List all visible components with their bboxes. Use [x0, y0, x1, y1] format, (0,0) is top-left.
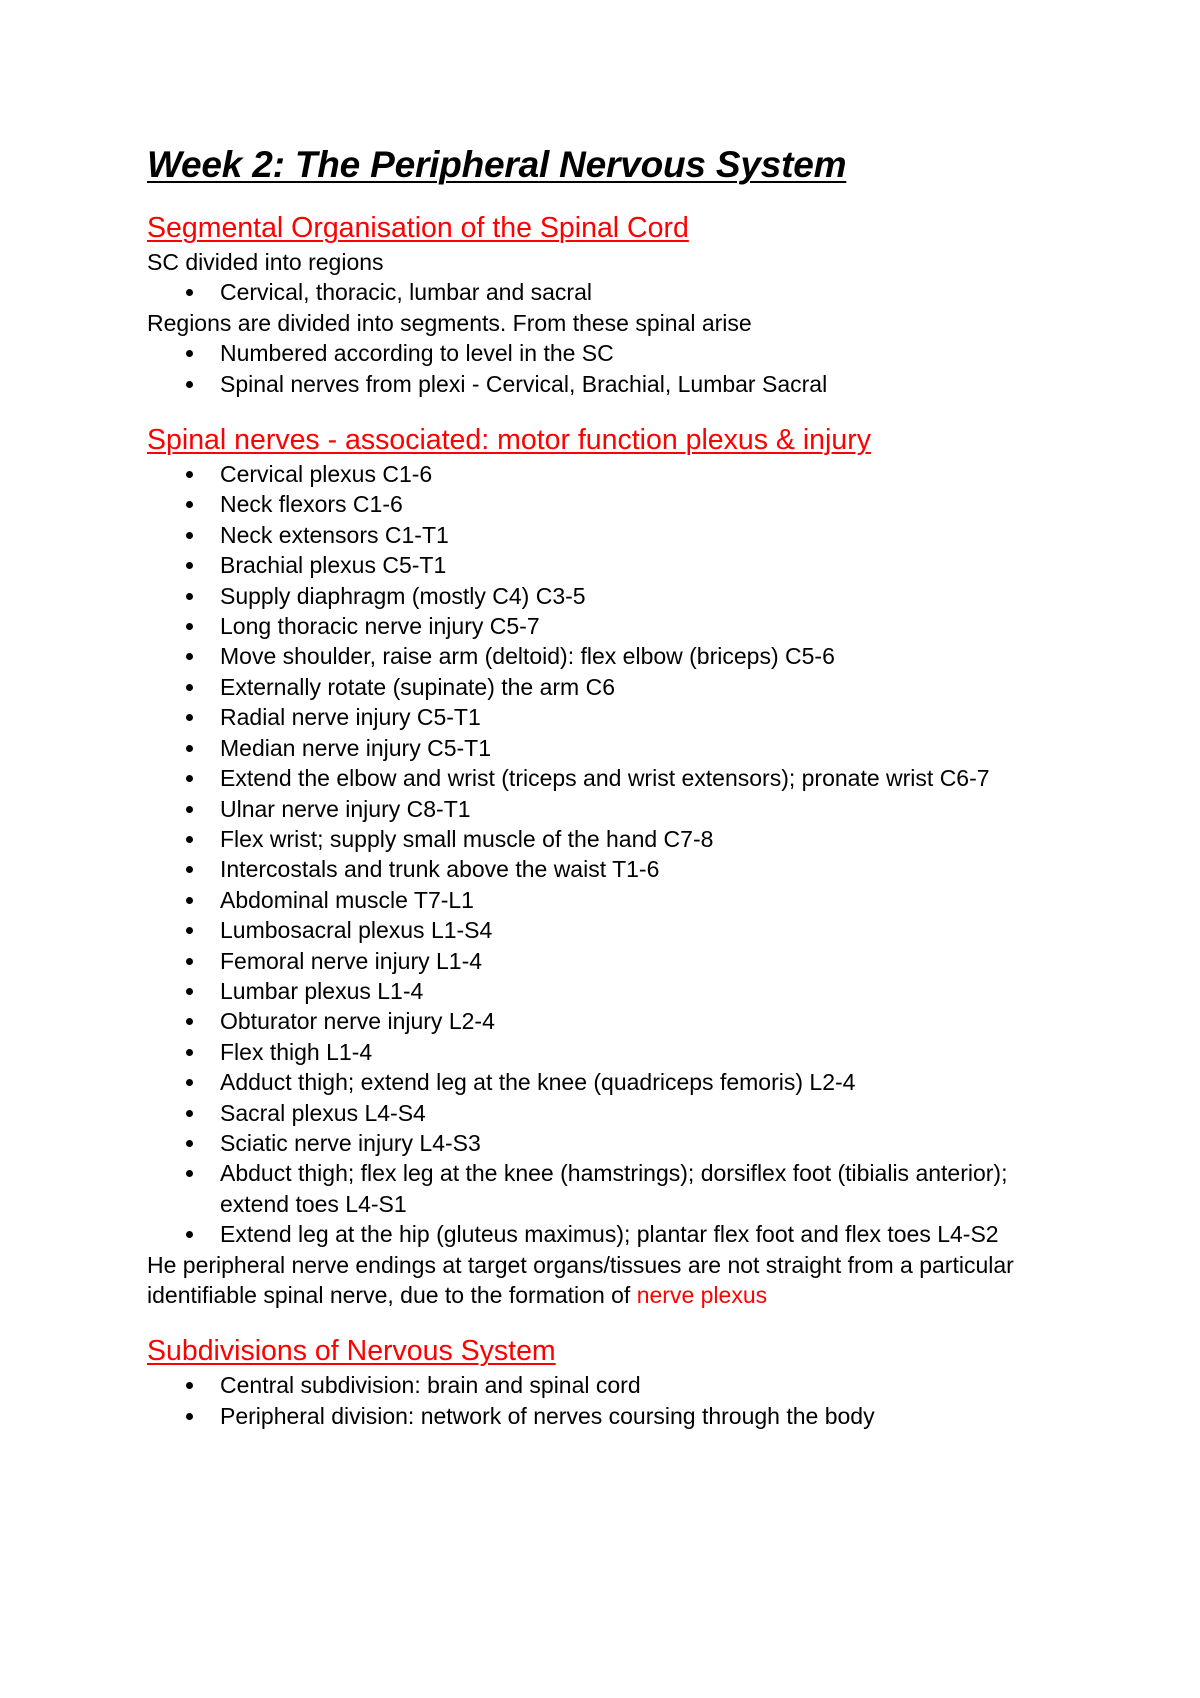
- list-item: Central subdivision: brain and spinal cord: [147, 1370, 1067, 1400]
- bullet-list: [147, 459, 1067, 1250]
- list-item: Flex wrist; supply small muscle of the hand C7-8: [147, 824, 1067, 854]
- list-item: Sacral plexus L4-S4: [147, 1098, 1067, 1128]
- list-item: Radial nerve injury C5-T1: [147, 702, 1067, 732]
- highlight-text: nerve plexus: [636, 1282, 768, 1308]
- closing-text: He peripheral nerve endings at target organs/tissues are not straight from a particular identifiable spinal nerve, due to the formation of: [147, 1251, 1014, 1308]
- bullet-list: [147, 338, 1067, 399]
- section-heading: Segmental Organisation of the Spinal Cord: [147, 212, 689, 244]
- section-spinal-nerves: [147, 421, 1067, 1310]
- section-heading: Subdivisions of Nervous System: [147, 1335, 556, 1368]
- list-item: Obturator nerve injury L2-4: [147, 1006, 1067, 1036]
- closing-paragraph: [147, 1250, 1067, 1311]
- list-item: Lumbosacral plexus L1-S4: [147, 915, 1067, 945]
- bullet-list: [147, 277, 1067, 307]
- list-item: Numbered according to level in the SC: [147, 338, 1067, 368]
- list-item: Neck extensors C1-T1: [147, 520, 1067, 550]
- list-item: Ulnar nerve injury C8-T1: [147, 794, 1067, 824]
- section-heading: Spinal nerves - associated: motor function plexus & injury: [147, 424, 871, 457]
- list-item: Peripheral division: network of nerves coursing through the body: [147, 1401, 1067, 1431]
- list-item: Cervical, thoracic, lumbar and sacral: [147, 277, 1067, 307]
- list-item: Cervical plexus C1-6: [147, 459, 1067, 489]
- list-item: Extend the elbow and wrist (triceps and wrist extensors); pronate wrist C6-7: [147, 763, 1067, 793]
- list-item: Flex thigh L1-4: [147, 1037, 1067, 1067]
- list-item: Abduct thigh; flex leg at the knee (hamstrings); dorsiflex foot (tibialis anterior); extend toes L4-S1: [147, 1158, 1067, 1219]
- list-item: Brachial plexus C5-T1: [147, 550, 1067, 580]
- page-title: Week 2: The Peripheral Nervous System: [147, 144, 847, 185]
- list-item: Abdominal muscle T7-L1: [147, 885, 1067, 915]
- paragraph: SC divided into regions: [147, 249, 384, 275]
- list-item: Long thoracic nerve injury C5-7: [147, 611, 1067, 641]
- list-item: Extend leg at the hip (gluteus maximus); plantar flex foot and flex toes L4-S2: [147, 1219, 1067, 1249]
- bullet-list: [147, 1370, 1067, 1431]
- list-item: Sciatic nerve injury L4-S3: [147, 1128, 1067, 1158]
- list-item: Adduct thigh; extend leg at the knee (quadriceps femoris) L2-4: [147, 1067, 1067, 1097]
- list-item: Median nerve injury C5-T1: [147, 733, 1067, 763]
- list-item: Neck flexors C1-6: [147, 489, 1067, 519]
- list-item: Lumbar plexus L1-4: [147, 976, 1067, 1006]
- section-subdivisions: [147, 1332, 1067, 1431]
- paragraph: Regions are divided into segments. From these spinal arise: [147, 309, 752, 336]
- list-item: Femoral nerve injury L1-4: [147, 946, 1067, 976]
- list-item: Supply diaphragm (mostly C4) C3-5: [147, 581, 1067, 611]
- list-item: Intercostals and trunk above the waist T1-6: [147, 854, 1067, 884]
- list-item: Move shoulder, raise arm (deltoid): flex elbow (briceps) C5-6: [147, 641, 1067, 671]
- list-item: Spinal nerves from plexi - Cervical, Brachial, Lumbar Sacral: [147, 369, 1067, 399]
- document-page: [147, 140, 1067, 1431]
- section-segmental-organisation: [147, 209, 1067, 399]
- list-item: Externally rotate (supinate) the arm C6: [147, 672, 1067, 702]
